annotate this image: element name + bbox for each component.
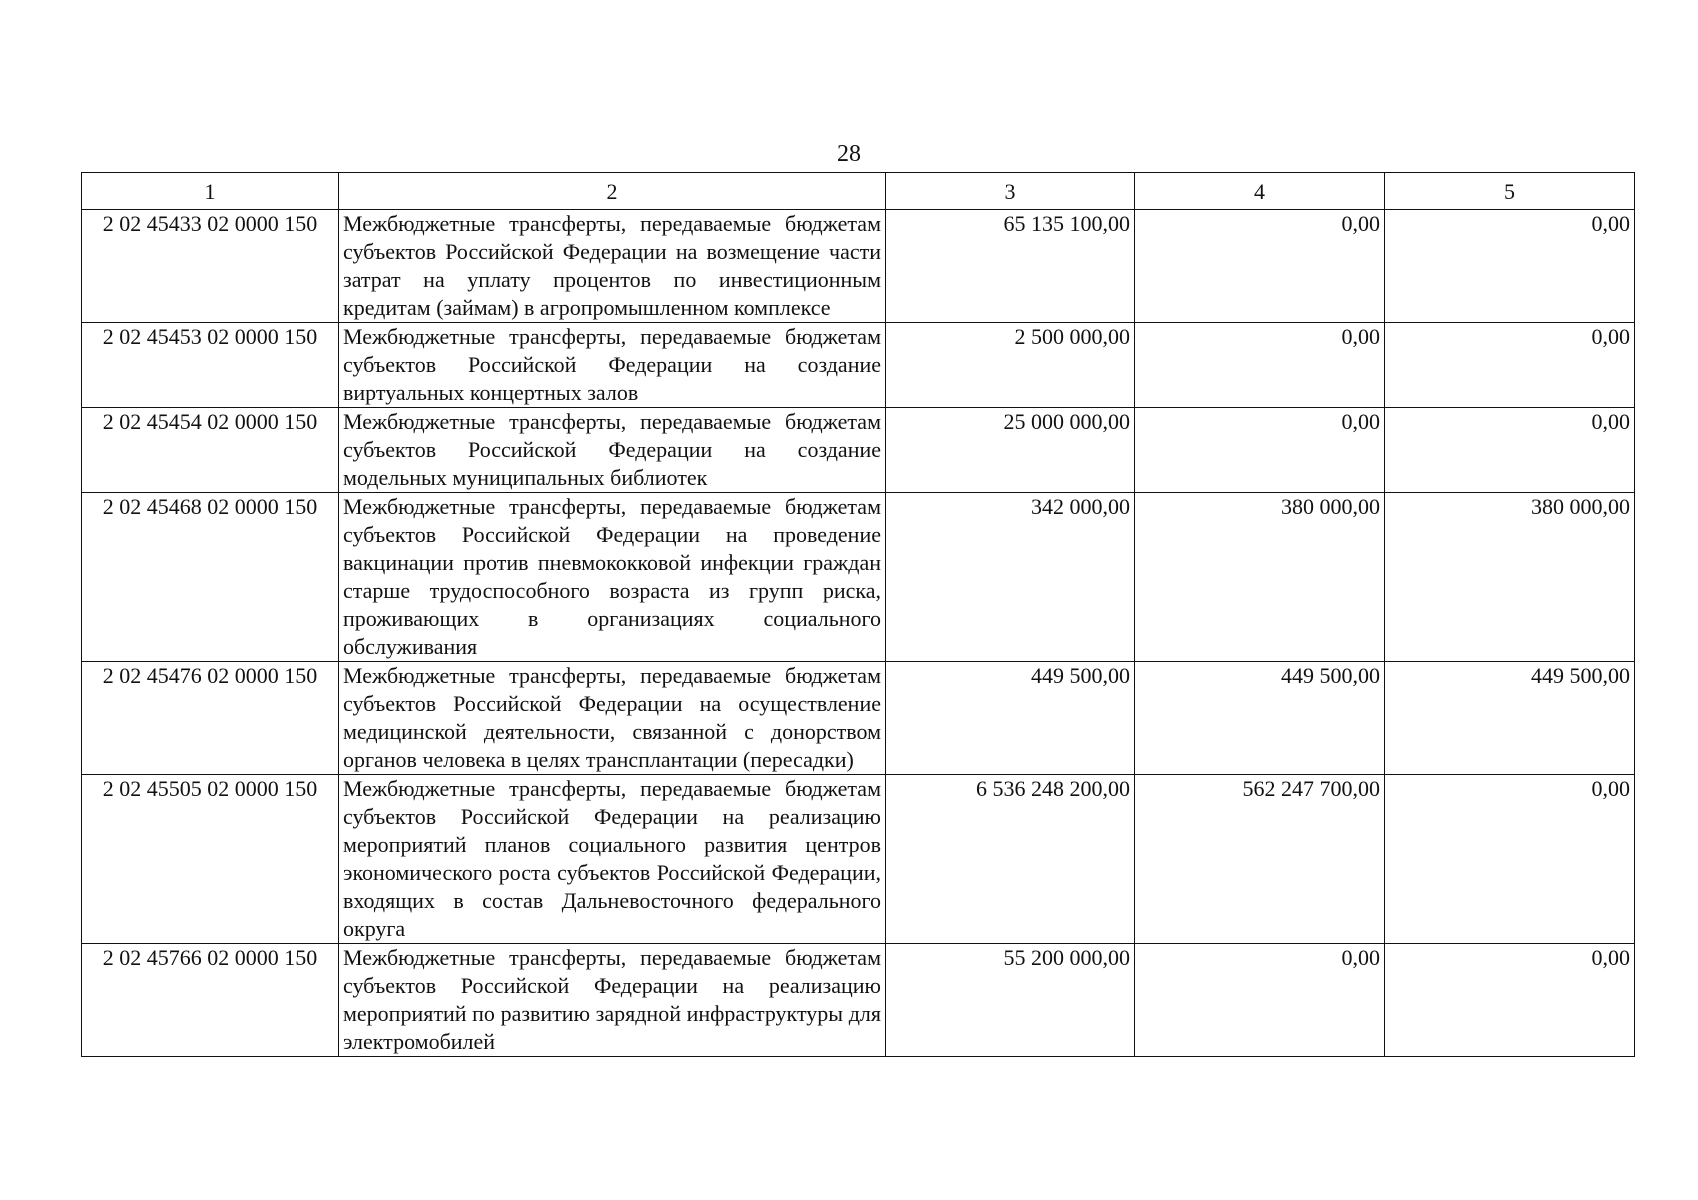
table-row <box>82 662 1635 775</box>
row-code: 2 02 45476 02 0000 150 <box>82 662 339 775</box>
row-col3-value: 25 000 000,00 <box>886 408 1135 493</box>
header-col-1: 1 <box>82 173 339 210</box>
row-col3-value: 2 500 000,00 <box>886 323 1135 408</box>
row-col5-value: 0,00 <box>1385 210 1635 323</box>
row-col3-value: 6 536 248 200,00 <box>886 775 1135 944</box>
header-col-4: 4 <box>1135 173 1385 210</box>
row-code: 2 02 45468 02 0000 150 <box>82 493 339 662</box>
row-description: Межбюджетные трансферты, передаваемые бюджетам субъектов Российской Федерации на реализацию мероприятий планов социального развития центров экономического роста субъектов Российской Федерации, входящих в состав Дальневосточного федерального округа <box>339 775 886 944</box>
row-col5-value: 449 500,00 <box>1385 662 1635 775</box>
table-row <box>82 944 1635 1057</box>
row-code: 2 02 45433 02 0000 150 <box>82 210 339 323</box>
row-description: Межбюджетные трансферты, передаваемые бюджетам субъектов Российской Федерации на создание модельных муниципальных библиотек <box>339 408 886 493</box>
row-col4-value: 380 000,00 <box>1135 493 1385 662</box>
table-row <box>82 408 1635 493</box>
row-col3-value: 342 000,00 <box>886 493 1135 662</box>
budget-table <box>81 172 1635 1057</box>
header-row <box>82 173 1635 210</box>
table-row <box>82 323 1635 408</box>
header-col-5: 5 <box>1385 173 1635 210</box>
row-col4-value: 0,00 <box>1135 944 1385 1057</box>
row-description: Межбюджетные трансферты, передаваемые бюджетам субъектов Российской Федерации на создание виртуальных концертных залов <box>339 323 886 408</box>
row-description: Межбюджетные трансферты, передаваемые бюджетам субъектов Российской Федерации на проведение вакцинации против пневмококковой инфекции граждан старше трудоспособного возраста из групп риска, проживающих в организациях социального обслуживания <box>339 493 886 662</box>
row-code: 2 02 45505 02 0000 150 <box>82 775 339 944</box>
table-row <box>82 210 1635 323</box>
row-col5-value: 0,00 <box>1385 408 1635 493</box>
row-col5-value: 380 000,00 <box>1385 493 1635 662</box>
table-row <box>82 493 1635 662</box>
row-col5-value: 0,00 <box>1385 775 1635 944</box>
row-col3-value: 55 200 000,00 <box>886 944 1135 1057</box>
row-col4-value: 562 247 700,00 <box>1135 775 1385 944</box>
row-col3-value: 65 135 100,00 <box>886 210 1135 323</box>
row-code: 2 02 45766 02 0000 150 <box>82 944 339 1057</box>
row-description: Межбюджетные трансферты, передаваемые бюджетам субъектов Российской Федерации на возмещение части затрат на уплату процентов по инвестиционным кредитам (займам) в агропромышленном комплексе <box>339 210 886 323</box>
row-description: Межбюджетные трансферты, передаваемые бюджетам субъектов Российской Федерации на осуществление медицинской деятельности, связанной с донорством органов человека в целях трансплантации (пересадки) <box>339 662 886 775</box>
row-code: 2 02 45453 02 0000 150 <box>82 323 339 408</box>
table-row <box>82 775 1635 944</box>
header-col-3: 3 <box>886 173 1135 210</box>
row-col3-value: 449 500,00 <box>886 662 1135 775</box>
row-col4-value: 0,00 <box>1135 323 1385 408</box>
table-header <box>82 173 1635 210</box>
row-description: Межбюджетные трансферты, передаваемые бюджетам субъектов Российской Федерации на реализацию мероприятий по развитию зарядной инфраструктуры для электромобилей <box>339 944 886 1057</box>
header-col-2: 2 <box>339 173 886 210</box>
row-col4-value: 449 500,00 <box>1135 662 1385 775</box>
row-col5-value: 0,00 <box>1385 323 1635 408</box>
page-number: 28 <box>837 141 861 167</box>
row-col4-value: 0,00 <box>1135 408 1385 493</box>
row-col5-value: 0,00 <box>1385 944 1635 1057</box>
row-code: 2 02 45454 02 0000 150 <box>82 408 339 493</box>
row-col4-value: 0,00 <box>1135 210 1385 323</box>
table-body <box>82 210 1635 1057</box>
